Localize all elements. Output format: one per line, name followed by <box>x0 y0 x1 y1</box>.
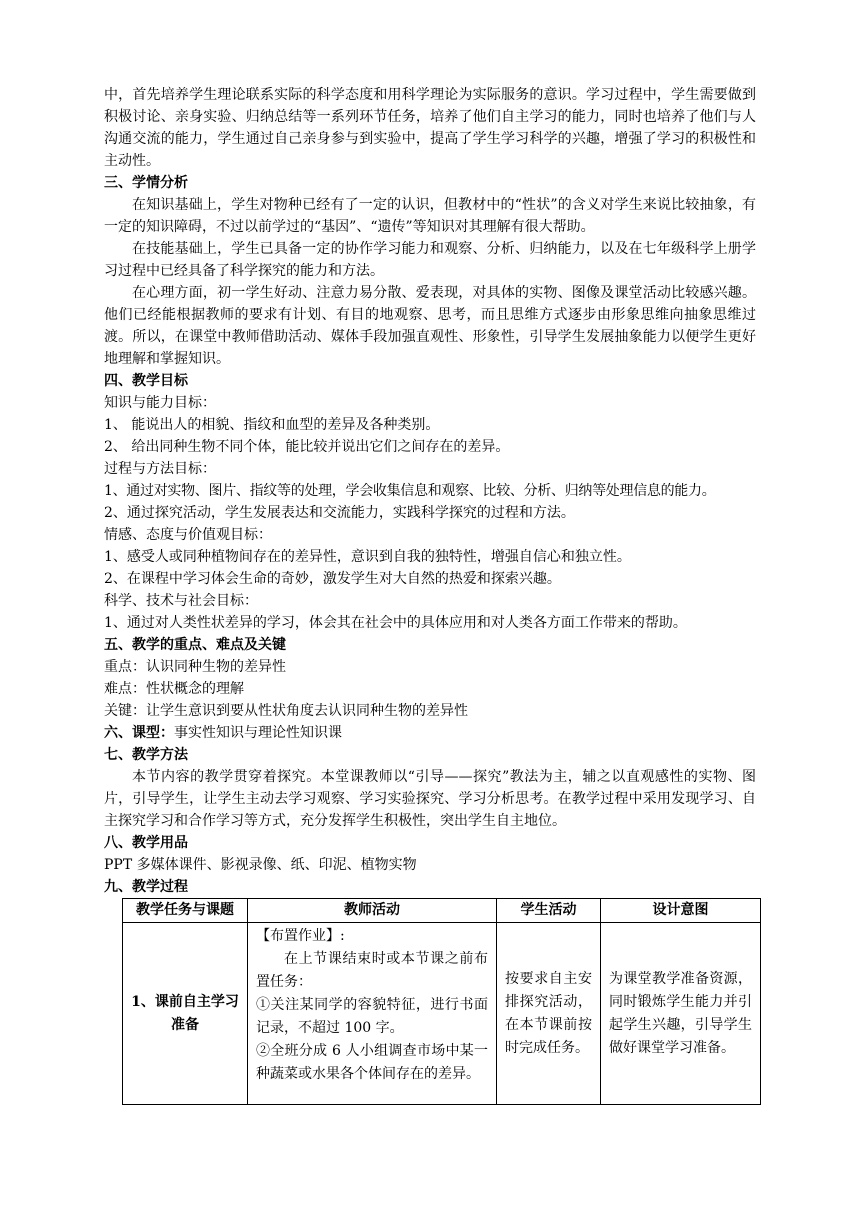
design-intent-cell: 为课堂教学准备资源，同时锻炼学生能力并引起学生兴趣，引导学生做好课堂学习准备。 <box>601 923 761 1105</box>
section-heading-methods: 七、教学方法 <box>104 747 188 763</box>
teacher-activity-text: 在上节课结束时或本节课之前布置任务： <box>256 951 488 990</box>
document-page <box>104 84 756 1105</box>
key-point-line: 重点：认识同种生物的差异性 <box>104 659 286 675</box>
objective-line: 2、通过探究活动，学生发展表达和交流能力，实践科学探究的过程和方法。 <box>104 505 575 521</box>
objective-line: 2、在课程中学习体会生命的奇妙，激发学生对大自然的热爱和探索兴趣。 <box>104 571 561 587</box>
objective-line: 过程与方法目标： <box>104 461 216 477</box>
objective-line: 1、通过对实物、图片、指纹等的处理，学会收集信息和观察、比较、分析、归纳等处理信息的能力。 <box>104 483 716 499</box>
teacher-activity-title: 【布置作业】: <box>256 928 345 944</box>
teacher-activity-cell <box>248 923 497 1105</box>
section-heading-objectives: 四、教学目标 <box>104 373 188 389</box>
table-header-row <box>123 899 761 923</box>
student-activity-cell: 按要求自主安排探究活动，在本节课前按时完成任务。 <box>497 923 601 1105</box>
objective-line: 科学、技术与社会目标： <box>104 593 258 609</box>
key-point-line: 难点：性状概念的理解 <box>104 681 244 697</box>
lesson-type-value: 事实性知识与理论性知识课 <box>174 725 342 741</box>
table-header-cell: 教学任务与课题 <box>123 899 248 923</box>
section-heading-key-points: 五、教学的重点、难点及关键 <box>104 637 286 653</box>
paragraph: 本节内容的教学贯穿着探究。本堂课教师以“引导——探究”教法为主，辅之以直观感性的实物、图片，引导学生，让学生主动去学习观察、学习实验探究、学习分析思考。在教学过程中采用发现学习、自主探究学习和合作学习等方式，充分发挥学生积极性，突出学生自主地位。 <box>104 769 756 829</box>
section-heading-lesson-type: 六、课型： <box>104 725 174 741</box>
objective-line: 情感、态度与价值观目标： <box>104 527 272 543</box>
objective-line: 知识与能力目标： <box>104 395 216 411</box>
task-cell: 1、课前自主学习准备 <box>123 923 248 1105</box>
section-heading-materials: 八、教学用品 <box>104 835 188 851</box>
table-header-cell: 教师活动 <box>248 899 497 923</box>
section-heading-process: 九、教学过程 <box>104 879 188 895</box>
table-header-cell: 学生活动 <box>497 899 601 923</box>
paragraph: 在心理方面，初一学生好动、注意力易分散、爱表现，对具体的实物、图像及课堂活动比较感兴趣。他们已经能根据教师的要求有计划、有目的地观察、思考，而且思维方式逐步由形象思维向抽象思维过渡。所以，在课堂中教师借助活动、媒体手段加强直观性、形象性，引导学生发展抽象能力以便学生更好地理解和掌握知识。 <box>104 285 756 367</box>
objective-line: 1、 能说出人的相貌、指纹和血型的差异及各种类别。 <box>104 417 440 433</box>
table-row <box>123 923 761 1105</box>
materials-line: PPT 多媒体课件、影视录像、纸、印泥、植物实物 <box>104 857 417 873</box>
section-heading-learner-analysis: 三、学情分析 <box>104 175 188 191</box>
teaching-process-table <box>122 898 761 1105</box>
paragraph: 在技能基础上，学生已具备一定的协作学习能力和观察、分析、归纳能力，以及在七年级科学上册学习过程中已经具备了科学探究的能力和方法。 <box>104 241 756 279</box>
paragraph: 在知识基础上，学生对物种已经有了一定的认识，但教材中的“性状”的含义对学生来说比较抽象，有一定的知识障碍，不过以前学过的“基因”、“遗传”等知识对其理解有很大帮助。 <box>104 197 756 235</box>
objective-line: 2、 给出同种生物不同个体，能比较并说出它们之间存在的差异。 <box>104 439 510 455</box>
teacher-activity-text: ①关注某同学的容貌特征，进行书面记录，不超过 100 字。 <box>256 997 488 1036</box>
table-header-cell: 设计意图 <box>601 899 761 923</box>
objective-line: 1、通过对人类性状差异的学习，体会其在社会中的具体应用和对人类各方面工作带来的帮助。 <box>104 615 687 631</box>
teacher-activity-text: ②全班分成 6 人小组调查市场中某一种蔬菜或水果各个体间存在的差异。 <box>256 1043 488 1082</box>
intro-paragraph: 中，首先培养学生理论联系实际的科学态度和用科学理论为实际服务的意识。学习过程中，学生需要做到积极讨论、亲身实验、归纳总结等一系列环节任务，培养了他们自主学习的能力，同时也培养了他们与人沟通交流的能力，学生通过自己亲身参与到实验中，提高了学生学习科学的兴趣，增强了学习的积极性和主动性。 <box>104 87 756 169</box>
objective-line: 1、感受人或同种植物间存在的差异性，意识到自我的独特性，增强自信心和独立性。 <box>104 549 631 565</box>
lesson-type-line <box>104 722 756 744</box>
key-point-line: 关键：让学生意识到要从性状角度去认识同种生物的差异性 <box>104 703 468 719</box>
